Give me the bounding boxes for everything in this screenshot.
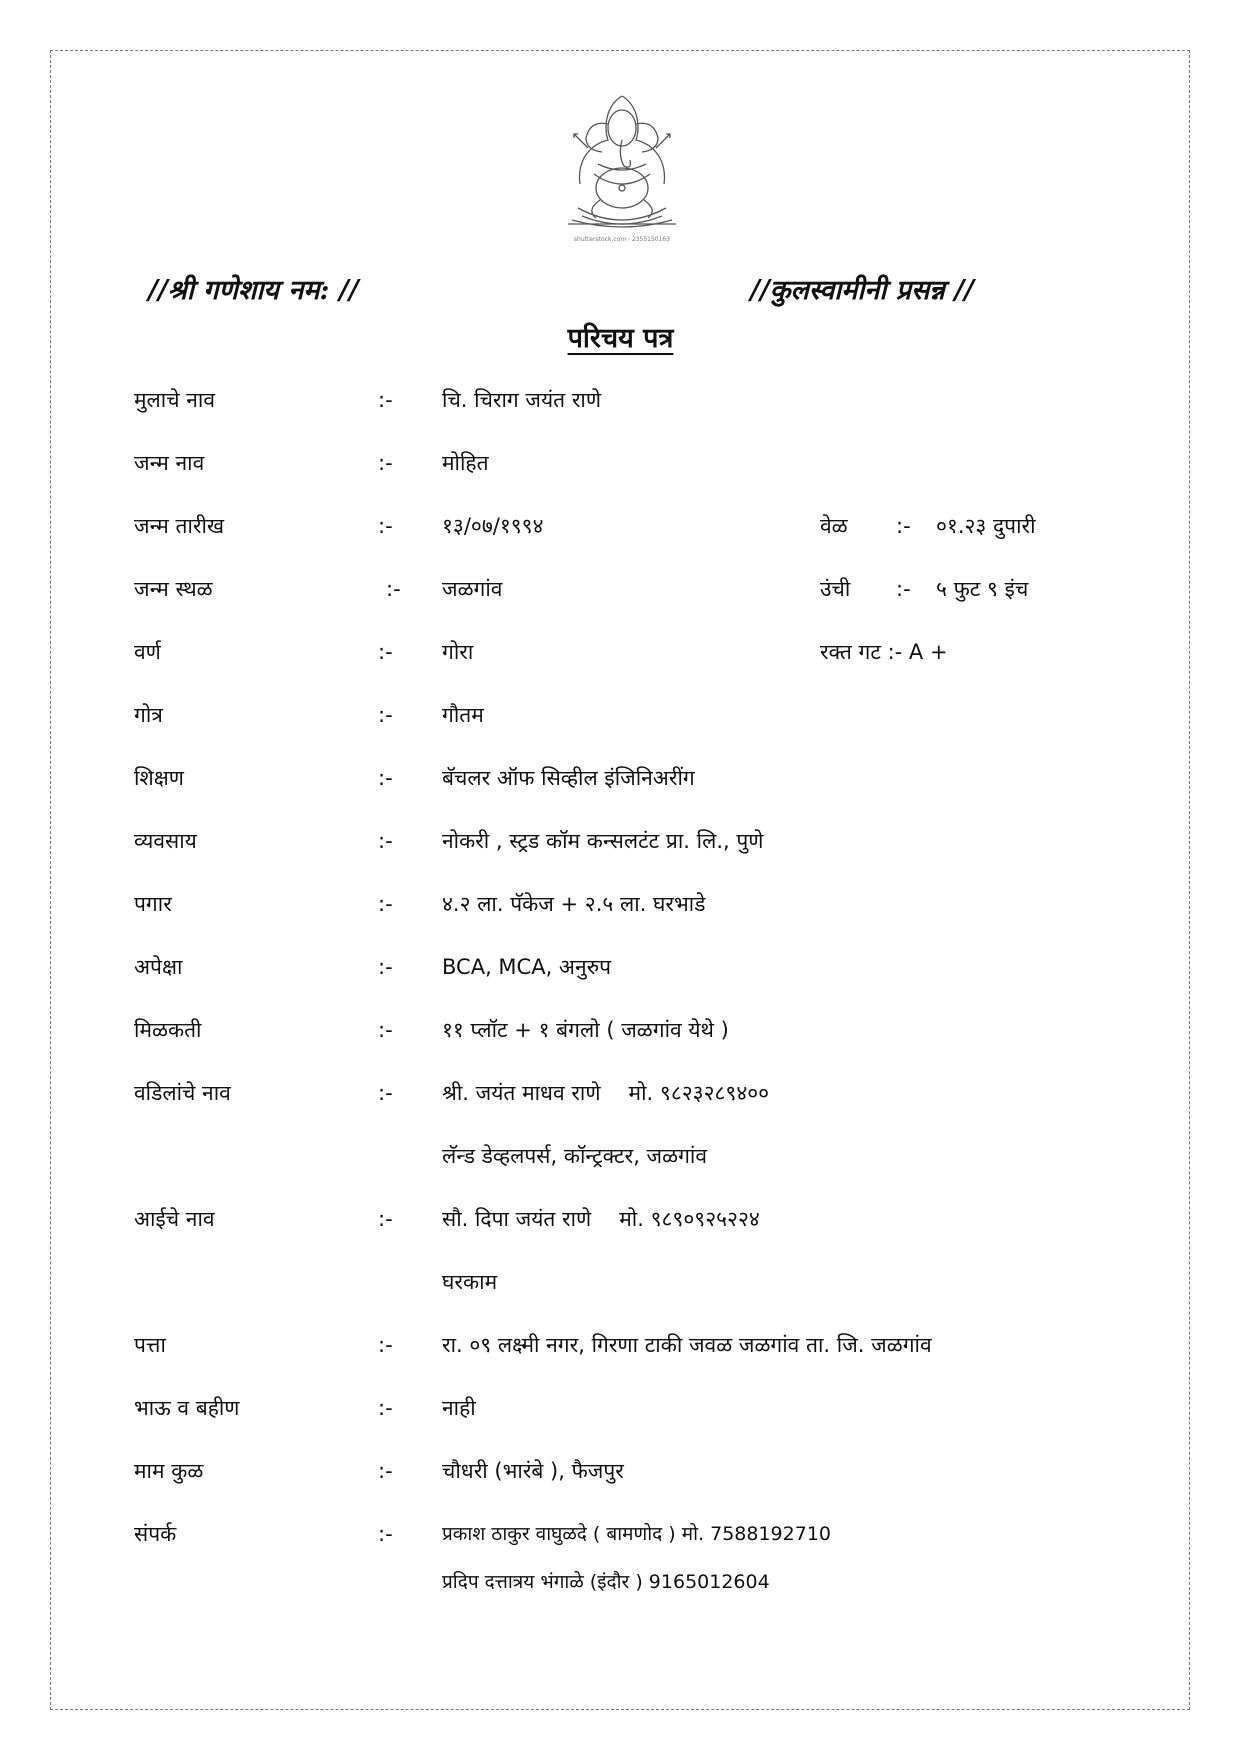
field-separator: :- <box>896 514 911 538</box>
field-extra-value: ०१.२३ दुपारी <box>936 514 1036 538</box>
field-label: वडिलांचे नाव <box>134 1081 231 1105</box>
field-label: भाऊ व बहीण <box>134 1396 240 1420</box>
field-separator: :- <box>378 1081 393 1105</box>
field-value: लॅन्ड डेव्हलपर्स, कॉन्ट्रक्टर, जळगांव <box>442 1144 708 1168</box>
field-value: प्रकाश ठाकुर वाघुळदे ( बामणोद ) मो. 7588192710 <box>442 1523 831 1545</box>
field-label: वर्ण <box>134 640 161 664</box>
field-label: जन्म तारीख <box>134 514 225 538</box>
field-value: ४.२ ला. पॅकेज + २.५ ला. घरभाडे <box>442 892 706 916</box>
field-label: संपर्क <box>134 1522 177 1546</box>
field-separator: :- <box>378 703 393 727</box>
field-label: शिक्षण <box>134 766 184 790</box>
field-separator: :- <box>378 640 393 664</box>
field-separator: :- <box>378 1333 393 1357</box>
field-label: गोत्र <box>134 703 163 727</box>
field-label: व्यवसाय <box>134 829 197 853</box>
ganesha-sketch-icon <box>548 88 696 246</box>
header-right-blessing: //कुलस्वामीनी प्रसन्न // <box>750 275 974 306</box>
field-row-property <box>0 1010 1241 1050</box>
field-row-contact-2 <box>0 1562 1241 1602</box>
field-label: माम कुळ <box>134 1459 204 1483</box>
field-label: जन्म नाव <box>134 451 205 475</box>
field-row-complexion <box>0 632 1241 672</box>
field-row-occupation <box>0 821 1241 861</box>
field-row-siblings <box>0 1388 1241 1428</box>
field-value: घरकाम <box>442 1270 498 1294</box>
field-value: गौतम <box>442 703 484 727</box>
field-value: नोकरी , स्ट्रड कॉम कन्सलटंट प्रा. लि., पुणे <box>442 829 764 853</box>
field-label: जन्म स्थळ <box>134 577 213 601</box>
field-separator: :- <box>378 514 393 538</box>
field-separator: :- <box>378 1018 393 1042</box>
mother-name: सौ. दिपा जयंत राणे <box>442 1207 592 1231</box>
field-row-father-occupation <box>0 1136 1241 1176</box>
field-label: पत्ता <box>134 1333 166 1357</box>
field-row-birthplace <box>0 569 1241 609</box>
field-row-maternal <box>0 1451 1241 1491</box>
field-separator: :- <box>378 451 393 475</box>
field-row-mother-occupation <box>0 1262 1241 1302</box>
field-value <box>442 1073 769 1113</box>
field-row-gotra <box>0 695 1241 735</box>
field-row-dob <box>0 506 1241 546</box>
field-row-expectation <box>0 947 1241 987</box>
field-value: चौधरी (भारंबे ), फैजपुर <box>442 1459 624 1483</box>
field-value: १३/०७/१९९४ <box>442 514 544 538</box>
field-value: जळगांव <box>442 577 503 601</box>
field-blood-group: रक्त गट :- A + <box>820 640 948 664</box>
field-separator: :- <box>378 892 393 916</box>
field-row-education <box>0 758 1241 798</box>
field-value: रा. ०९ लक्ष्मी नगर, गिरणा टाकी जवळ जळगांव ता. जि. जळगांव <box>442 1333 932 1357</box>
field-value: चि. चिराग जयंत राणे <box>442 388 602 412</box>
field-extra-value: ५ फुट ९ इंच <box>936 577 1029 601</box>
field-value <box>442 1199 760 1239</box>
field-separator: :- <box>378 388 393 412</box>
field-row-birth-name <box>0 443 1241 483</box>
field-label: पगार <box>134 892 172 916</box>
field-value: बॅचलर ऑफ सिव्हील इंजिनिअरींग <box>442 766 695 790</box>
header-left-blessing: //श्री गणेशाय नम: // <box>148 275 359 306</box>
field-separator: :- <box>378 1396 393 1420</box>
field-row-salary <box>0 884 1241 924</box>
field-value: ११ प्लॉट + १ बंगलो ( जळगांव येथे ) <box>442 1018 729 1042</box>
mother-mobile: मो. ९८९०९२५२२४ <box>619 1207 760 1231</box>
field-label: मिळकती <box>134 1018 202 1042</box>
field-label: मुलाचे नाव <box>134 388 216 412</box>
field-separator: :- <box>378 955 393 979</box>
field-row-contact <box>0 1514 1241 1554</box>
father-name: श्री. जयंत माधव राणे <box>442 1081 601 1105</box>
field-separator: :- <box>386 577 401 601</box>
field-value: गोरा <box>442 640 474 664</box>
field-value: मोहित <box>442 451 489 475</box>
field-separator: :- <box>378 1522 393 1546</box>
field-extra-label: वेळ <box>820 514 848 538</box>
field-separator: :- <box>378 829 393 853</box>
field-value: BCA, MCA, अनुरुप <box>442 955 612 979</box>
field-row-father <box>0 1073 1241 1113</box>
field-separator: :- <box>896 577 911 601</box>
field-separator: :- <box>378 766 393 790</box>
field-extra-label: उंची <box>820 577 851 601</box>
field-label: अपेक्षा <box>134 955 183 979</box>
field-value: नाही <box>442 1396 476 1420</box>
father-mobile: मो. ९८२३२८९४०० <box>628 1081 770 1105</box>
page-title: परिचय पत्र <box>567 323 674 354</box>
field-row-name <box>0 380 1241 420</box>
field-separator: :- <box>378 1207 393 1231</box>
field-row-address <box>0 1325 1241 1365</box>
field-value: प्रदिप दत्तात्रय भंगाळे (इंदौर ) 9165012604 <box>442 1571 770 1593</box>
logo-caption: shutterstock.com · 2355150163 <box>573 236 671 243</box>
field-label: आईचे नाव <box>134 1207 215 1231</box>
field-row-mother <box>0 1199 1241 1239</box>
field-separator: :- <box>378 1459 393 1483</box>
